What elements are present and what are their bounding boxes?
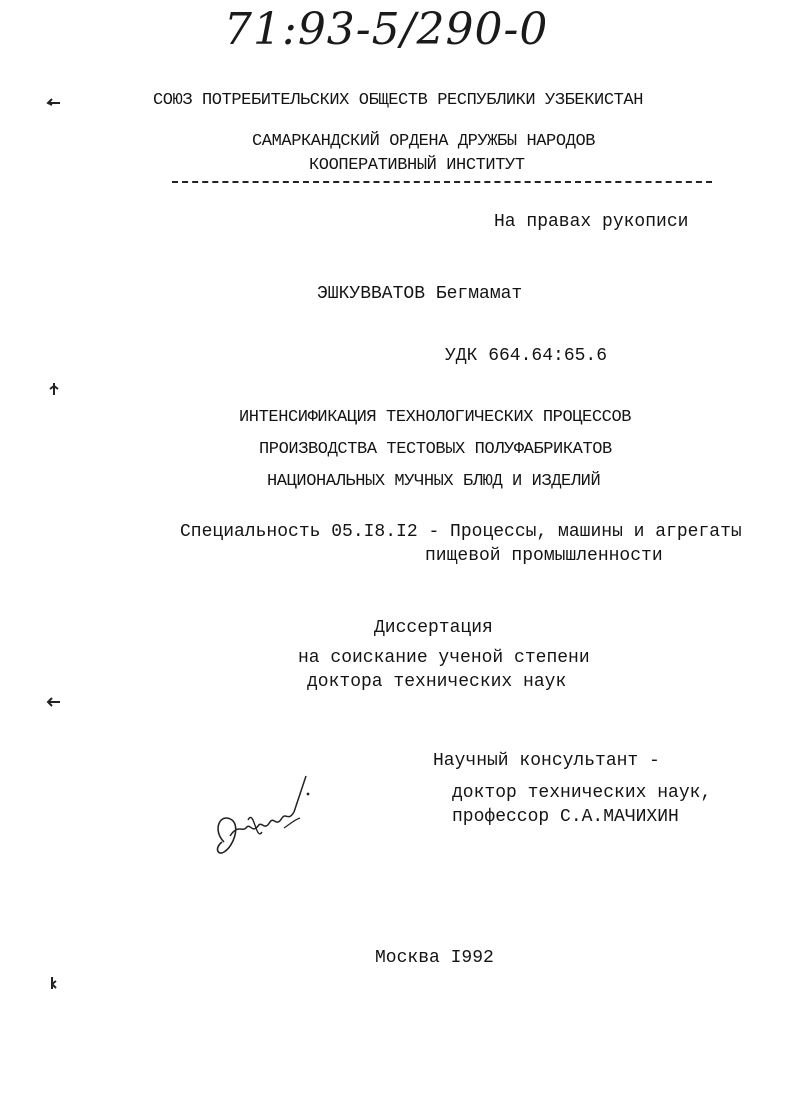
rights-note: На правах рукописи <box>494 212 689 232</box>
author-name: ЭШКУВВАТОВ Бегмамат <box>317 284 523 304</box>
margin-mark-icon <box>46 694 62 708</box>
margin-mark-icon <box>46 95 62 109</box>
dissertation-degree-line1: на соискание ученой степени <box>298 648 590 668</box>
header-institute-line1: САМАРКАНДСКИЙ ОРДЕНА ДРУЖБЫ НАРОДОВ <box>252 132 596 151</box>
signature-image <box>210 772 320 864</box>
header-union: СОЮЗ ПОТРЕБИТЕЛЬСКИХ ОБЩЕСТВ РЕСПУБЛИКИ УЗБЕКИСТАН <box>152 91 644 110</box>
margin-mark-icon <box>46 976 62 990</box>
archive-number: 71:93-5/290-0 <box>224 4 549 55</box>
consultant-label: Научный консультант - <box>433 751 660 771</box>
consultant-name: профессор С.А.МАЧИХИН <box>452 807 679 827</box>
place-year: Москва I992 <box>375 948 494 968</box>
header-institute-line2: КООПЕРАТИВНЫЙ ИНСТИТУТ <box>309 156 525 175</box>
header-divider <box>172 181 712 183</box>
specialty-line1: Специальность 05.I8.I2 - Процессы, машины и агрегаты <box>180 522 742 542</box>
consultant-degree: доктор технических наук, <box>452 783 712 803</box>
title-line2: ПРОИЗВОДСТВА ТЕСТОВЫХ ПОЛУФАБРИКАТОВ <box>259 440 612 459</box>
specialty-line2: пищевой промышленности <box>425 546 663 566</box>
title-line1: ИНТЕНСИФИКАЦИЯ ТЕХНОЛОГИЧЕСКИХ ПРОЦЕССОВ <box>239 408 632 427</box>
udc-code: УДК 664.64:65.6 <box>445 346 608 366</box>
dissertation-label: Диссертация <box>374 618 493 638</box>
margin-mark-icon <box>46 382 62 396</box>
title-line3: НАЦИОНАЛЬНЫХ МУЧНЫХ БЛЮД И ИЗДЕЛИЙ <box>267 472 601 491</box>
dissertation-degree-line2: доктора технических наук <box>307 672 567 692</box>
